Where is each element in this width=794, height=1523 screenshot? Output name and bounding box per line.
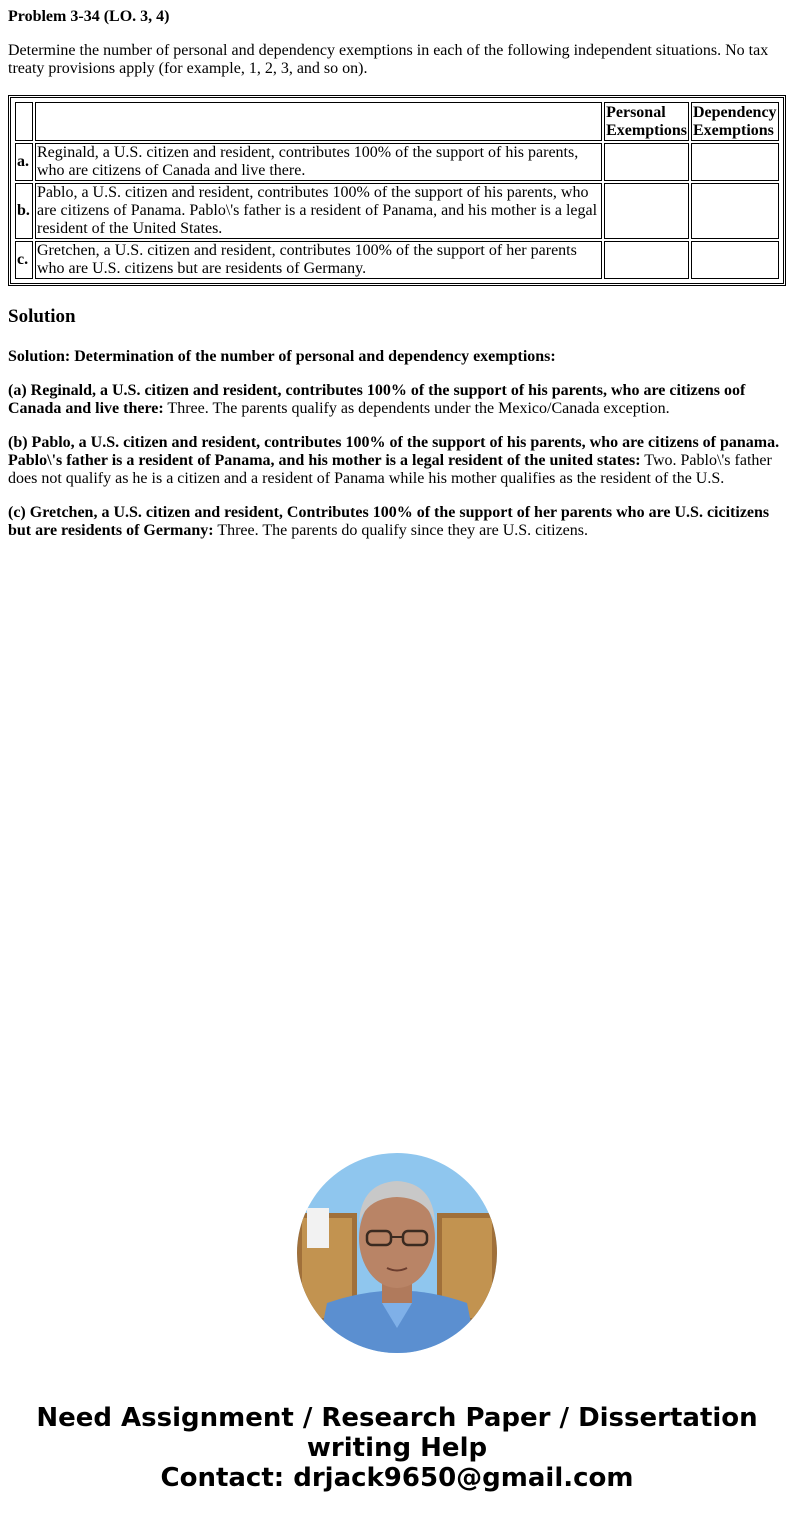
contact-banner-line2: writing Help bbox=[306, 1433, 488, 1463]
table-row bbox=[15, 183, 779, 239]
answer-b bbox=[8, 434, 786, 488]
answer-b-question: (b) Pablo, a U.S. citizen and resident, contributes 100% of the support of his parents, who are citizens of panama. Pablo\'s father is a resident of Panama, and his mother is a legal resident of the united states: bbox=[8, 434, 780, 469]
header-desc-cell bbox=[35, 102, 602, 141]
table-row bbox=[15, 143, 779, 181]
row-label: a. bbox=[15, 143, 33, 181]
contact-banner-line1: Need Assignment / Research Paper / Dissertation bbox=[36, 1403, 758, 1433]
table-row bbox=[15, 241, 779, 279]
header-dependency-line1: Dependency bbox=[693, 103, 777, 121]
problem-intro: Determine the number of personal and dependency exemptions in each of the following independent situations. No tax treaty provisions apply (for example, 1, 2, 3, and so on). bbox=[8, 42, 769, 77]
answer-a-question: (a) Reginald, a U.S. citizen and resident, contributes 100% of the support of his parents, who are citizens oof Canada and live there: bbox=[8, 382, 746, 417]
answer-c-question: (c) Gretchen, a U.S. citizen and resident, Contributes 100% of the support of her parents who are U.S. cicitizens but are residents of Germany: bbox=[8, 504, 770, 539]
personal-exemptions-cell bbox=[604, 183, 689, 239]
answer-a bbox=[8, 382, 786, 418]
answer-b-text: Two. Pablo\'s father does not qualify as he is a citizen and a resident of Panama while his mother qualifies as the resident of the U.S. bbox=[8, 452, 772, 487]
answer-c bbox=[8, 504, 786, 540]
row-label: b. bbox=[15, 183, 33, 239]
dependency-exemptions-cell bbox=[691, 183, 779, 239]
header-personal-line1: Personal bbox=[606, 103, 666, 121]
header-label-cell bbox=[15, 102, 33, 141]
dependency-exemptions-cell bbox=[691, 241, 779, 279]
row-description: Gretchen, a U.S. citizen and resident, contributes 100% of the support of her parents who are U.S. citizens but are residents of Germany. bbox=[35, 241, 602, 279]
contact-banner bbox=[0, 1403, 794, 1493]
exemptions-table bbox=[8, 95, 786, 286]
contact-email: Contact: drjack9650@gmail.com bbox=[160, 1463, 634, 1493]
row-description: Pablo, a U.S. citizen and resident, contributes 100% of the support of his parents, who are citizens of Panama. Pablo\'s father is a resident of Panama, and his mother is a legal resident of the United States. bbox=[35, 183, 602, 239]
answer-a-text: Three. The parents qualify as dependents under the Mexico/Canada exception. bbox=[163, 400, 670, 417]
header-dependency-line2: Exemptions bbox=[693, 121, 774, 139]
document-page bbox=[0, 0, 794, 540]
dependency-exemptions-cell bbox=[691, 143, 779, 181]
personal-exemptions-cell bbox=[604, 241, 689, 279]
solution-heading: Solution bbox=[8, 306, 76, 327]
solution-intro: Solution: Determination of the number of personal and dependency exemptions: bbox=[8, 348, 556, 365]
header-personal-line2: Exemptions bbox=[606, 121, 687, 139]
header-personal-exemptions bbox=[604, 102, 689, 141]
table-header-row bbox=[15, 102, 779, 141]
header-dependency-exemptions bbox=[691, 102, 779, 141]
row-label: c. bbox=[15, 241, 33, 279]
problem-title: Problem 3-34 (LO. 3, 4) bbox=[8, 8, 170, 25]
author-portrait-image bbox=[297, 1153, 497, 1353]
author-avatar bbox=[297, 1153, 497, 1353]
row-description: Reginald, a U.S. citizen and resident, contributes 100% of the support of his parents, who are citizens of Canada and live there. bbox=[35, 143, 602, 181]
personal-exemptions-cell bbox=[604, 143, 689, 181]
answer-c-text: Three. The parents do qualify since they are U.S. citizens. bbox=[213, 522, 589, 539]
